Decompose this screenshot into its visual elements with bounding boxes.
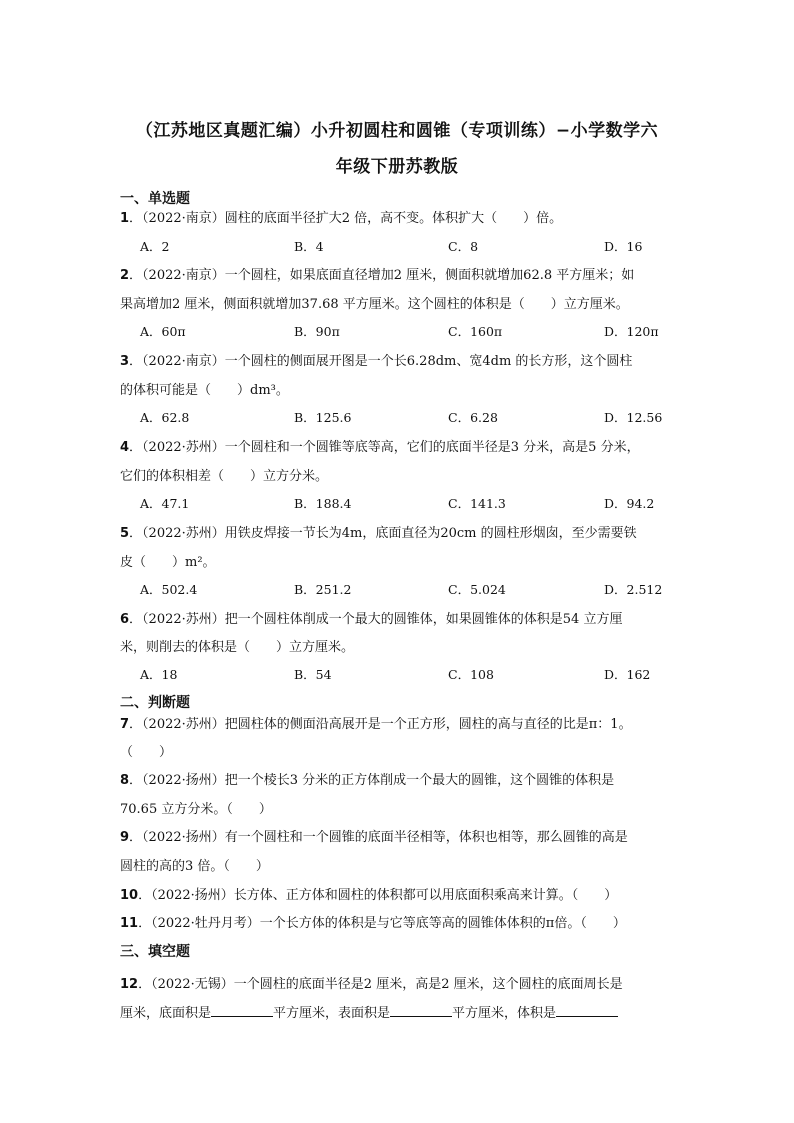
question-5-options: [140, 580, 680, 598]
option-d: D．12.56: [604, 410, 663, 425]
question-text: ．（2022·牡丹月考）一个长方体的体积是与它等底等高的圆锥体体积的π倍。（ ）: [138, 916, 626, 931]
question-text: ．（2022·南京）圆柱的底面半径扩大2 倍，高不变。体积扩大（ ）倍。: [129, 211, 563, 226]
question-text-line-1: ．（2022·苏州）一个圆柱和一个圆锥等底等高，它们的底面半径是3 分米，高是5 分米，: [129, 440, 640, 455]
question-number: 8: [120, 773, 130, 788]
question-6: [120, 608, 680, 627]
option-a: A．62.8: [140, 410, 190, 425]
section-heading-true-false: 二、判断题: [120, 695, 190, 711]
question-5: [120, 522, 680, 541]
option-c: C．6.28: [448, 410, 498, 425]
question-5-line-2: 皮（ ）m²。: [120, 555, 216, 570]
option-a: A．2: [140, 239, 170, 254]
option-c: C．8: [448, 239, 479, 254]
doc-title-line-1: （江苏地区真题汇编）小升初圆柱和圆锥（专项训练）−小学数学六: [135, 121, 659, 141]
question-12-line-2: [120, 1002, 680, 1021]
question-4: [120, 436, 680, 455]
question-number: 6: [120, 612, 130, 627]
question-text-line-1: ．（2022·扬州）把一个棱长3 分米的正方体削成一个最大的圆锥，这个圆锥的体积是: [129, 773, 615, 788]
option-b: B．188.4: [294, 496, 352, 511]
option-b: B．90π: [294, 324, 340, 339]
question-7: [120, 713, 680, 732]
question-9-line-2: 圆柱的高的3 倍。（ ）: [120, 859, 269, 874]
question-3-line-2: 的体积可能是（ ）dm³。: [120, 383, 289, 398]
question-8: [120, 769, 680, 788]
question-4-line-2: 它们的体积相差（ ）立方分米。: [120, 469, 329, 484]
question-text-line-1: ．（2022·苏州）把一个圆柱体削成一个最大的圆锥体，如果圆锥体的体积是54 立方厘: [129, 612, 623, 627]
option-c: C．108: [448, 667, 494, 682]
question-text-line-1: ．（2022·南京）一个圆柱，如果底面直径增加2 厘米，侧面积就增加62.8 平方厘米；如: [129, 268, 635, 283]
question-8-line-2: 70.65 立方分米。（ ）: [120, 802, 272, 817]
question-text: ．（2022·扬州）长方体、正方体和圆柱的体积都可以用底面积乘高来计算。（ ）: [138, 888, 618, 903]
question-1-options: [140, 237, 680, 255]
question-text-part-a: 厘米，底面积是: [120, 1006, 212, 1021]
answer-blank[interactable]: [390, 1004, 452, 1017]
question-number: 4: [120, 440, 130, 455]
question-number: 12: [120, 977, 139, 992]
question-number: 11: [120, 916, 139, 931]
option-c: C．141.3: [448, 496, 506, 511]
option-d: D．120π: [604, 324, 659, 339]
option-a: A．502.4: [140, 582, 198, 597]
question-number: 10: [120, 888, 139, 903]
question-number: 3: [120, 354, 130, 369]
question-2-line-2: 果高增加2 厘米，侧面积就增加37.68 平方厘米。这个圆柱的体积是（ ）立方厘米。: [120, 297, 629, 312]
doc-title-line-2: 年级下册苏教版: [335, 157, 459, 177]
section-heading-single-choice: 一、单选题: [120, 191, 190, 207]
option-d: D．94.2: [604, 496, 655, 511]
answer-blank[interactable]: [556, 1004, 618, 1017]
answer-blank[interactable]: [211, 1004, 273, 1017]
question-number: 7: [120, 717, 130, 732]
question-number: 2: [120, 268, 130, 283]
question-9: [120, 826, 680, 845]
question-7-line-2: （ ）: [120, 745, 173, 760]
option-b: B．4: [294, 239, 324, 254]
question-text-line-1: ．（2022·扬州）有一个圆柱和一个圆锥的底面半径相等，体积也相等，那么圆锥的高是: [129, 830, 628, 845]
question-3: [120, 350, 680, 369]
question-2: [120, 264, 680, 283]
question-12: [120, 973, 680, 992]
question-1: [120, 207, 680, 226]
question-11: [120, 912, 680, 931]
question-text-part-c: 平方厘米，体积是: [452, 1006, 557, 1021]
option-b: B．54: [294, 667, 332, 682]
section-heading-fill-in: 三、填空题: [120, 944, 190, 960]
option-a: A．47.1: [140, 496, 190, 511]
question-10: [120, 884, 680, 903]
question-text-line-1: ．（2022·苏州）用铁皮焊接一节长为4m，底面直径为20cm 的圆柱形烟囱，至少需要铁: [129, 526, 637, 541]
option-b: B．251.2: [294, 582, 352, 597]
option-b: B．125.6: [294, 410, 352, 425]
option-c: C．5.024: [448, 582, 506, 597]
option-c: C．160π: [448, 324, 503, 339]
question-4-options: [140, 494, 680, 512]
question-text-line-1: ．（2022·苏州）把圆柱体的侧面沿高展开是一个正方形，圆柱的高与直径的比是π：1。: [129, 717, 632, 732]
question-number: 9: [120, 830, 130, 845]
question-text-line-1: ．（2022·南京）一个圆柱的侧面展开图是一个长6.28dm、宽4dm 的长方形，这个圆柱: [129, 354, 633, 369]
question-number: 1: [120, 211, 130, 226]
question-6-options: [140, 665, 680, 683]
question-6-line-2: 米，则削去的体积是（ ）立方厘米。: [120, 640, 355, 655]
option-d: D．162: [604, 667, 651, 682]
option-d: D．2.512: [604, 582, 663, 597]
question-3-options: [140, 408, 680, 426]
option-a: A．18: [140, 667, 178, 682]
question-number: 5: [120, 526, 130, 541]
question-2-options: [140, 322, 680, 340]
question-text-line-1: ．（2022·无锡）一个圆柱的底面半径是2 厘米，高是2 厘米，这个圆柱的底面周长是: [138, 977, 623, 992]
option-d: D．16: [604, 239, 643, 254]
option-a: A．60π: [140, 324, 186, 339]
question-text-part-b: 平方厘米，表面积是: [273, 1006, 391, 1021]
